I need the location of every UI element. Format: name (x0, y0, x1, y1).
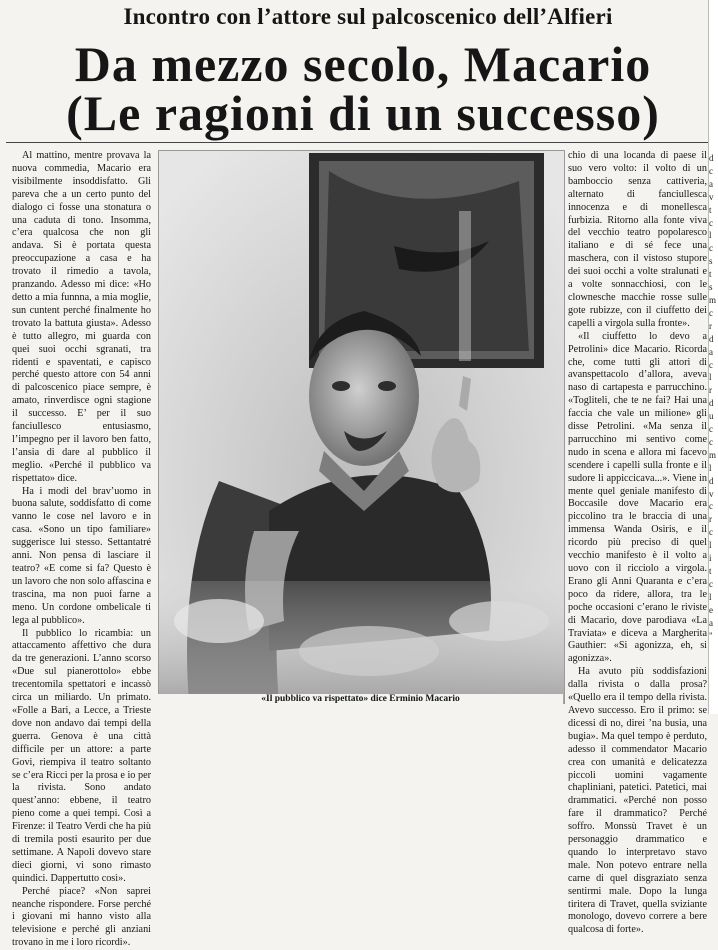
left-paragraph: Il pubblico lo ricambia: un attaccamento affettivo che dura da tre generazioni. L’anno scorso «Due sul pianerottolo» ebbe trecentomila spettatori e incassò circa un miliardo. Un primato. «Folle a Bari, a Lecce, a Trieste dove non andavo dai tempi della guerra. Genova è una città difficile per un attore: a parte Govi, riempiva il teatro soltanto se c’era Ricci per la prosa e io per la rivista. Sono andato quest’anno: ebbene, il teatro pieno come a quei tempi. Così a Firenze: il Teatro Verdi che ha più di tremila posti esaurito per due settimane. A Napoli dovevo stare dieci giorni, vi sono rimasto quindici. Dappertutto così». (12, 627, 151, 884)
right-paragraph: Ha avuto più soddisfazioni dalla rivista o dalla prosa? «Quello era il tempo della rivista. Avevo successo. Ero il primo: se dicessi di no, direi ’na busia, una bugia». Ma quel tempo è perduto, adesso il commendator Macario crea con umanità e delicatezza piccoli uomini vagamente chapliniani, patetici. Patetici, mai drammatici. «Perché non posso fare il drammatico? Perché soffro. Monssù Travet è un personaggio drammatico e quando lo interpretavo stavo male. Non potevo entrare nella carne di quel disgraziato senza sentirmi male. Dopo la lunga tiritera di Travet, quella sviziante monologo, dovevo correre a bere qualcosa di forte». (568, 666, 707, 936)
headline-line-2: (Le ragioni di un successo) (66, 85, 660, 141)
photo-caption: «Il pubblico va rispettato» dice Erminio Macario (158, 694, 563, 704)
left-paragraph: Ha i modi del brav’uomo in buona salute, soddisfatto di come vanno le cose nel lavoro e in casa. «Sono un tipo familiare» suggerisce lui stesso. Settantatré anni. Non pensa di lasciare il teatro? «E come si fa? Questo è un lavoro che non solo affascina e trascina, ma non puoi farne a meno. Un cordone ombelicale ti lega al pubblico». (12, 485, 151, 626)
headline-rule (6, 142, 712, 143)
article-kicker: Incontro con l’attore sul palcoscenico dell’Alfieri (123, 4, 613, 29)
right-paragraph: «Il ciuffetto lo devo a Petrolini» dice Macario. Ricorda che, come tutti gli attori di avanspettacolo d’allora, aveva naso di cartapesta e parrucchino. «Togliteli, che te ne fai? Hai una faccia che vale un milione» gli disse Petrolini. «Ma senza il parrucchino mi sentivo come nudo in scena e allora mi facevo scendere i capelli sulla fronte e il sudore li appiccicava...». Viene in mente quel geniale manifesto di Boccasile dove Macario era piccolino tra le braccia di una immensa Wanda Osiris, e il ricordo più preciso di quel vecchio manifesto è il volto a uovo con il ricciolo a virgola. Erano gli Anni Quaranta e c’era poco da ridere, allora, tra le poche occasioni c’erano le riviste di Macario, dove parodiava «La Traviata» e diceva a Margherita Gauthier: «Si agonizza, eh, si agonizza». (568, 330, 707, 665)
left-paragraph: Al mattino, mentre provava la nuova commedia, Macario era visibilmente insoddisfatto. Gli pareva che a un certo punto del dialogo ci fosse una stonatura o una caduta di tono. Insomma, c’era qualcosa che non gli andava. Si è portata questa preoccupazione a casa e ha trovato il rimedio a tavola, pranzando. Adesso mi dice: «Ho detto a mia funnna, a mia moglie, sun cuntent perché finalmente ho trovato la battuta giusta». Adesso è tutto allegro, mi guarda con quei suoi occhi sgranati, tra ridenti e spaventati, e capisco perché questo attore con 54 anni di palcoscenico piace sempre, è amato, rinverdisce ogni stagione il successo. E’ per il suo fanciullesco entusiasmo, l’impegno per il lavoro ben fatto, l’ansia di dare al pubblico il meglio. «Perché il pubblico va rispettato» dice. (12, 150, 151, 484)
left-paragraph: Perché piace? «Non saprei neanche rispondere. Forse perché i giovani mi hanno visto alla televisione e perché gli anziani trovano in me i loro ricordi». (12, 885, 151, 949)
left-text-column (12, 150, 151, 949)
headline-line-1: Da mezzo secolo, Macario (74, 36, 652, 92)
right-text-column (568, 150, 707, 936)
right-paragraph: chio di una locanda di paese il suo vero volto: il volto di un bamboccio senza cattiveria, alternato di fanciullesca innocenza e di monellesca furbizia. Ritorno alla fonte viva del vecchio teatro popolaresco italiano e di sé fece una maschera, con il vistoso stupore dei suoi occhi a volte stralunati e a volte sonnacchiosi, con le clownesche macchie rosse sulle gote rubizze, con il ciuffetto dei capelli a virgola sulla fronte». (568, 150, 707, 329)
portrait-photo (158, 150, 565, 704)
article-headline (18, 36, 708, 141)
adjacent-column-fragment: d c a v t c l c s t s m c r d a c l r d u c c m l d v c r c l i t c l e a " (709, 153, 717, 641)
portrait-photo-illustration (159, 151, 564, 703)
